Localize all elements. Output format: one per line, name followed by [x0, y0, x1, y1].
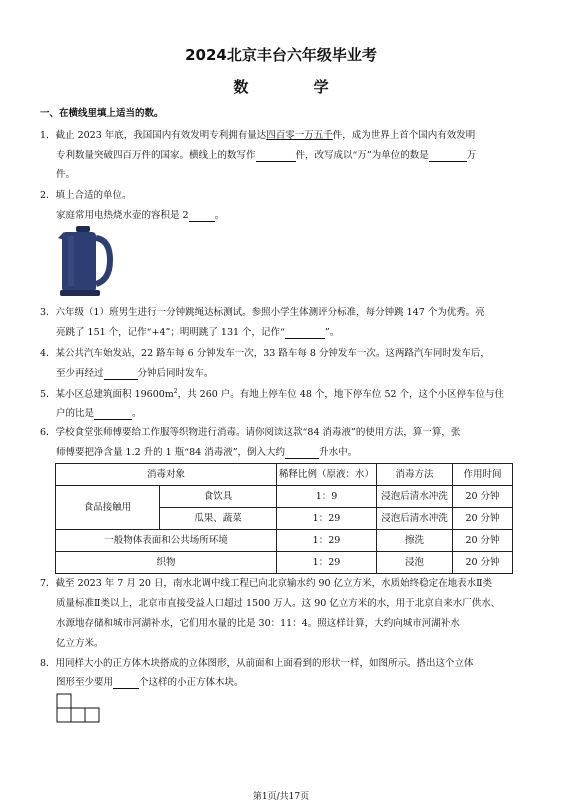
- q1-line2: 专利数量突破四百万件的国家。横线上的数写作 件，改写成以“万”为单位的数是 万: [56, 150, 477, 161]
- q1-line1: 1．截止 2023 年底，我国国内有效发明专利拥有量达四百零一万五千件，成为世界上首个国内有效发明: [40, 130, 476, 141]
- subject-title: 数 学: [233, 78, 359, 96]
- table-cell: 20 分钟: [453, 508, 513, 530]
- q7-line2: 质量标准Ⅱ类以上，北京市直接受益人口超过 1500 万人。这 90 亿立方米的水，用于北京自来水厂供水、: [56, 598, 501, 609]
- table-header: 稀释比例（原液：水）: [276, 464, 376, 486]
- page-footer: 第1页/共17页: [252, 792, 310, 802]
- table-header-row: [56, 464, 513, 486]
- exam-title: 2024北京丰台六年级毕业考: [185, 46, 377, 64]
- q1-line3: 件。: [56, 169, 76, 180]
- q8-line1: 8．用同样大小的正方体木块搭成的立体图形，从前面和上面看到的形状一样，如图所示。搭出这个立体: [40, 658, 474, 669]
- q7-line1: 7．截至 2023 年 7 月 20 日，南水北调中线工程已向北京输水约 90 亿立方米，水质始终稳定在地表水Ⅱ类: [40, 578, 493, 589]
- table-cell: 浸泡后清水冲洗: [377, 486, 453, 508]
- q4-line2: 至少再经过 分钟后同时发车。: [56, 368, 214, 379]
- table-cell: 一般物体表面和公共场所环境: [56, 530, 277, 552]
- q4-blank[interactable]: [104, 369, 138, 380]
- q8-line2: 图形至少要用 个这样的小正方体木块。: [56, 677, 244, 688]
- table-header: 作用时间: [453, 464, 513, 486]
- table-cell: 浸泡后清水冲洗: [377, 508, 453, 530]
- table-cell: 瓜果、蔬菜: [160, 508, 277, 530]
- q3-line2: 亮跳了 151 个，记作“+4”；明明跳了 131 个，记作“ ”。: [56, 327, 340, 338]
- table-cell: 食饮具: [160, 486, 277, 508]
- table-header: 消毒对象: [56, 464, 277, 486]
- q6-line2: 师傅要把净含量 1.2 升的 1 瓶“84 消毒液”，倒入大约 升水中。: [56, 447, 358, 458]
- table-cell: 1：29: [276, 508, 376, 530]
- q6-line1: 6．学校食堂张师傅要给工作服等织物进行消毒。请你阅读这款“84 消毒液”的使用方法，算一算，张: [40, 427, 461, 438]
- table-cell: 擦洗: [377, 530, 453, 552]
- q7-line3: 水源地存储和城市河湖补水，它们用水量的比是 30：11：4。照这样计算，大约向城市河湖补水: [56, 618, 460, 629]
- q7-blank[interactable]: [460, 619, 461, 630]
- table-group-cell: 食品接触用: [56, 486, 160, 530]
- section-heading: 一、在横线里填上适当的数。: [40, 108, 164, 119]
- q8-blank[interactable]: [113, 678, 139, 689]
- q5-line2: 户的比是 。: [56, 408, 142, 419]
- table-cell: 1：29: [276, 530, 376, 552]
- q2-blank-unit[interactable]: [189, 211, 215, 222]
- table-cell: 20 分钟: [453, 552, 513, 574]
- q4-line1: 4．某公共汽车始发站，22 路车每 6 分钟发车一次，33 路车每 8 分钟发车一次。这两路汽车同时发车后，: [40, 348, 490, 359]
- q2-line1: 2．填上合适的单位。: [40, 190, 132, 201]
- table-cell: 20 分钟: [453, 486, 513, 508]
- q5-blank[interactable]: [94, 409, 132, 420]
- q3-line1: 3．六年级（1）班男生进行一分钟跳绳达标测试。参照小学生体测评分标准，每分钟跳 147 个为优秀。亮: [40, 307, 485, 318]
- table-row: [56, 552, 513, 574]
- table-cell: 20 分钟: [453, 530, 513, 552]
- q2-line2: 家庭常用电热烧水壶的容积是 2 。: [56, 210, 225, 221]
- q1-blank-number[interactable]: [256, 151, 296, 162]
- q3-blank[interactable]: [285, 328, 325, 339]
- table-header: 消毒方法: [377, 464, 453, 486]
- q7-line4: 亿立方米。: [56, 638, 104, 649]
- table-row: [56, 486, 513, 508]
- q6-blank[interactable]: [285, 448, 319, 459]
- table-cell: 浸泡: [377, 552, 453, 574]
- q5-line1: 5．某小区总建筑面积 $19600m^2$，共 260 户。有地上停车位 48 个，地下停车位 52 个，这个小区停车位与住: [40, 388, 505, 401]
- table-cell: 1：9: [276, 486, 376, 508]
- disinfectant-table: [55, 463, 513, 574]
- table-cell: 1：29: [276, 552, 376, 574]
- table-cell: 织物: [56, 552, 277, 574]
- table-row: [56, 530, 513, 552]
- q1-blank-wan[interactable]: [429, 151, 467, 162]
- cube-view-figure-icon: [56, 693, 104, 723]
- electric-kettle-icon: [56, 226, 114, 298]
